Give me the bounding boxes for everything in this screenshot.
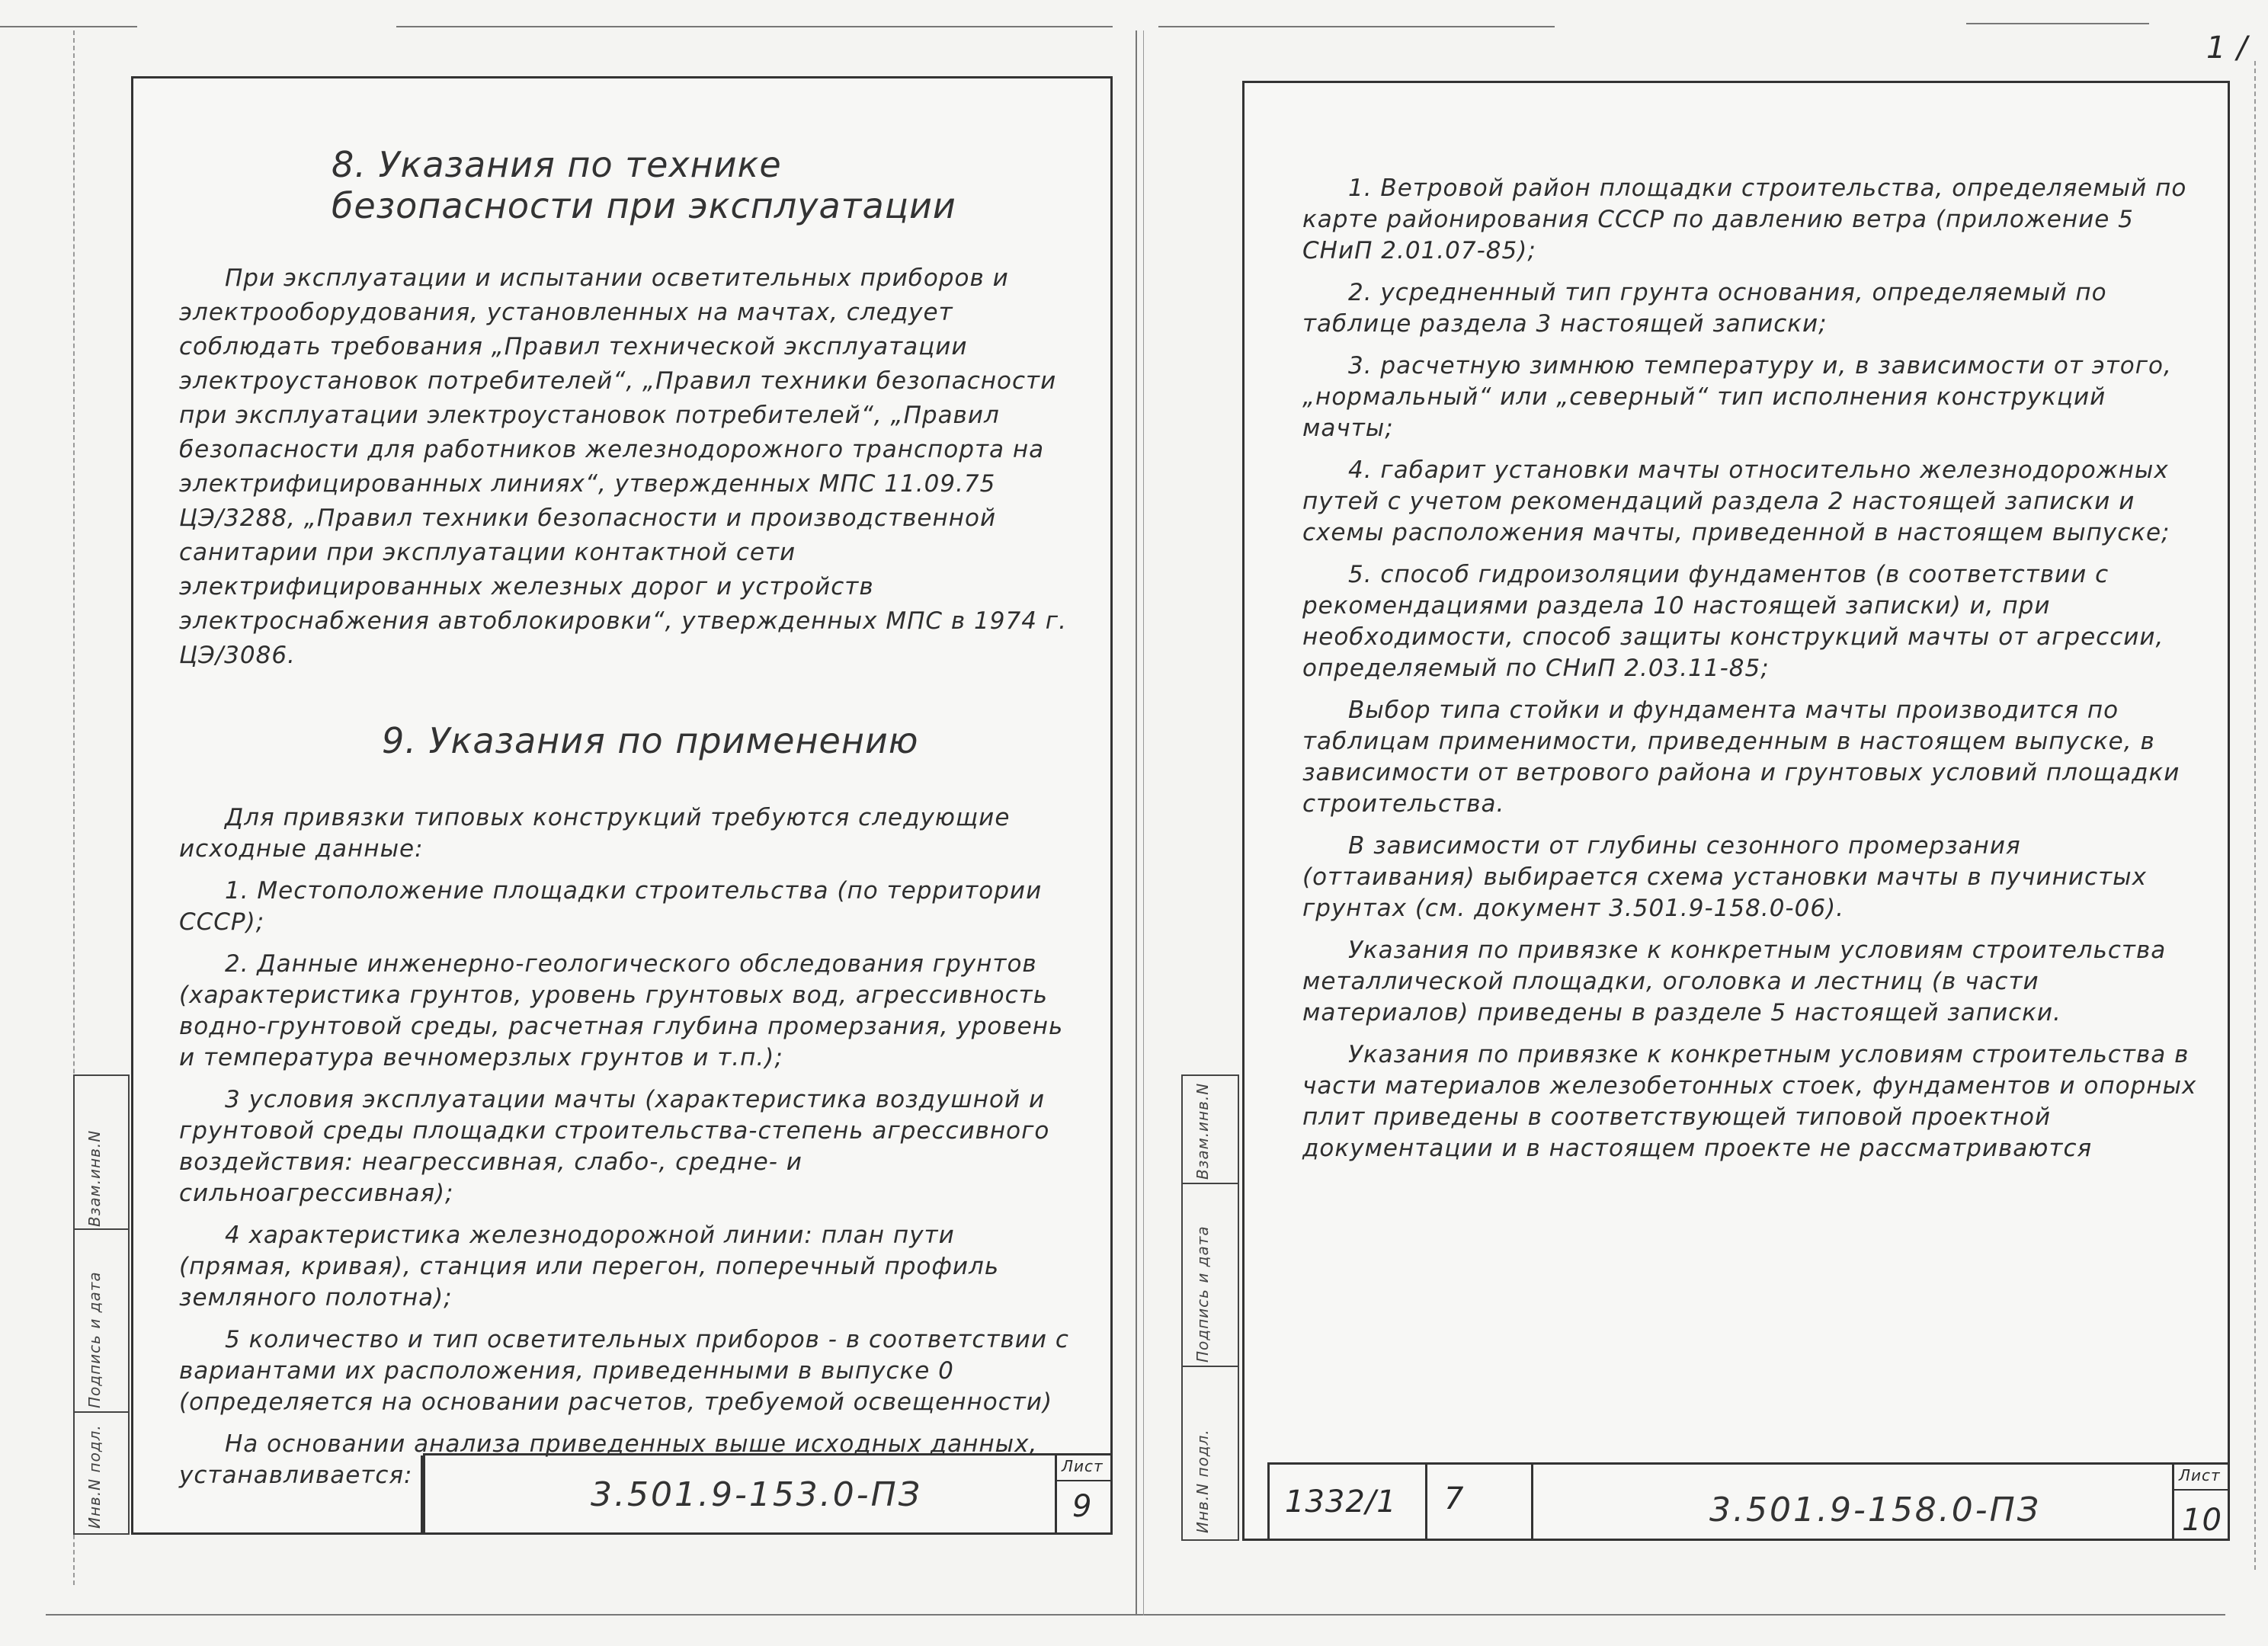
section9-paragraph: 3 условия эксплуатации мачты (характеристика воздушной и грунтовой среды площадки строительства-степень агрессивного воздействия: неагрессивная, слабо-, средне- и сильноагрессивная); bbox=[179, 1086, 1050, 1207]
inventory-sub-number: 7 bbox=[1444, 1481, 1465, 1516]
scan-edge-line bbox=[1158, 26, 1555, 27]
strip-label-inventory: Инв.N подл. bbox=[1193, 1429, 1212, 1533]
page-fold-line bbox=[1143, 30, 1144, 1616]
document-code: 3.501.9-158.0-ПЗ bbox=[1709, 1491, 2041, 1529]
right-page-content bbox=[1302, 173, 2197, 1175]
right-paragraph: 1. Ветровой район площадки строительства, определяемый по карте районирования СССР по давлению ветра (приложение 5 СНиП 2.01.07-85); bbox=[1302, 175, 2187, 264]
document-code: 3.501.9-153.0-ПЗ bbox=[591, 1475, 922, 1514]
sheet-label: Лист bbox=[2179, 1466, 2221, 1484]
section9-paragraph: 5 количество и тип осветительных приборов - в соответствии с вариантами их расположения, приведенными в выпуске 0 (определяется на основании расчетов, требуемой освещенности) bbox=[179, 1326, 1069, 1416]
section9-paragraph: 2. Данные инженерно-геологического обследования грунтов (характеристика грунтов, уровень грунтовых вод, агрессивность водно-грунтовой среды, расчетная глубина промерзания, уровень и температура вечномерзлых грунтов и т.п.); bbox=[179, 950, 1064, 1071]
section9-paragraph: 4 характеристика железнодорожной линии: план пути (прямая, кривая), станция или перегон, поперечный профиль земляного полотна); bbox=[179, 1222, 1000, 1311]
left-page-content bbox=[179, 144, 1075, 1502]
sheet-number-cell bbox=[1055, 1455, 1110, 1532]
scan-edge-line bbox=[1966, 23, 2149, 24]
corner-mark: 1 / bbox=[2206, 30, 2248, 66]
inventory-number: 1332/1 bbox=[1285, 1484, 1397, 1520]
section8-title-line1: 8. Указания по технике bbox=[332, 144, 782, 185]
scan-edge-dashes bbox=[2254, 61, 2256, 1570]
sheet-number: 10 bbox=[2182, 1503, 2222, 1538]
section9-title: 9. Указания по применению bbox=[382, 720, 919, 761]
stamp-strip-right bbox=[1181, 1074, 1239, 1541]
section8-paragraph: При эксплуатации и испытании осветительных приборов и электрооборудования, установленных на мачтах, следует соблюдать требования „Правил технической эксплуатации электроустановок потребителей“, „Правил техники безопасности при эксплуатации электроустановок потребителей“, „Правил безопасности для работников железнодорожного транспорта на электрифицированных линиях“, утвержденных МПС 11.09.75 ЦЭ/3288, „Правил техники безопасности и производственной санитарии при эксплуатации контактной сети электрифицированных железных дорог и устройств электроснабжения автоблокировки“, утвержденных МПС в 1974 г. ЦЭ/3086. bbox=[179, 264, 1067, 669]
strip-label-replacement: Взам.инв.N bbox=[1193, 1082, 1212, 1180]
right-page bbox=[1242, 81, 2230, 1541]
strip-label-inventory: Инв.N подл. bbox=[85, 1424, 104, 1529]
right-paragraph: 4. габарит установки мачты относительно железнодорожных путей с учетом рекомендаций раздела 2 настоящей записки и схемы расположения мачты, приведенной в настоящем выпуске; bbox=[1302, 456, 2170, 546]
title-block bbox=[423, 1453, 1110, 1532]
right-paragraph: Указания по привязке к конкретным условиям строительства металлической площадки, оголовка и лестниц (в части материалов) приведены в разделе 5 настоящей записки. bbox=[1302, 937, 2167, 1026]
sheet-label: Лист bbox=[1062, 1457, 1104, 1475]
inventory-cell bbox=[1267, 1465, 1427, 1539]
right-paragraph: Выбор типа стойки и фундамента мачты производится по таблицам применимости, приведенным в настоящем выпуске, в зависимости от ветрового района и грунтовых условий площадки строительства. bbox=[1302, 697, 2180, 818]
right-paragraph: 3. расчетную зимнюю температуру и, в зависимости от этого, „нормальный“ или „северный“ тип исполнения конструкций мачты; bbox=[1302, 352, 2172, 442]
stamp-strip-left bbox=[73, 1074, 130, 1535]
title-block bbox=[1267, 1462, 2228, 1539]
section8-title-line2: безопасности при эксплуатации bbox=[332, 185, 956, 226]
right-paragraph: Указания по привязке к конкретным условиям строительства в части материалов железобетонных стоек, фундаментов и опорных плит приведены в соответствующей типовой проектной документации и в настоящем проекте не рассматриваются bbox=[1302, 1041, 2197, 1162]
section9-paragraph: 1. Местоположение площадки строительства (по территории СССР); bbox=[179, 877, 1043, 936]
section9-paragraph: На основании анализа приведенных выше исходных данных, устанавливается: bbox=[179, 1430, 1038, 1489]
section9-paragraph: Для привязки типовых конструкций требуются следующие исходные данные: bbox=[179, 804, 1011, 863]
sheet-number-cell bbox=[2172, 1465, 2228, 1539]
right-paragraph: 2. усредненный тип грунта основания, определяемый по таблице раздела 3 настоящей записки; bbox=[1302, 279, 2107, 338]
scan-edge-line bbox=[0, 26, 137, 27]
left-page bbox=[131, 76, 1113, 1535]
sheet-number: 9 bbox=[1072, 1489, 1093, 1524]
inventory-sub-cell bbox=[1424, 1465, 1533, 1539]
strip-label-signature: Подпись и дата bbox=[1193, 1225, 1212, 1363]
right-paragraph: 5. способ гидроизоляции фундаментов (в соответствии с рекомендациями раздела 10 настоящей записки) и, при необходимости, способ защиты конструкций мачты от агрессии, определяемый по СНиП 2.03.11-85; bbox=[1302, 561, 2164, 682]
strip-label-replacement: Взам.инв.N bbox=[85, 1129, 104, 1227]
right-paragraph: В зависимости от глубины сезонного промерзания (оттаивания) выбирается схема установки мачты в пучинистых грунтах (см. документ 3.501.9-158.0-06). bbox=[1302, 832, 2147, 922]
page-fold-line bbox=[1136, 30, 1137, 1616]
scan-edge-line bbox=[396, 26, 1113, 27]
strip-label-signature: Подпись и дата bbox=[85, 1271, 104, 1408]
